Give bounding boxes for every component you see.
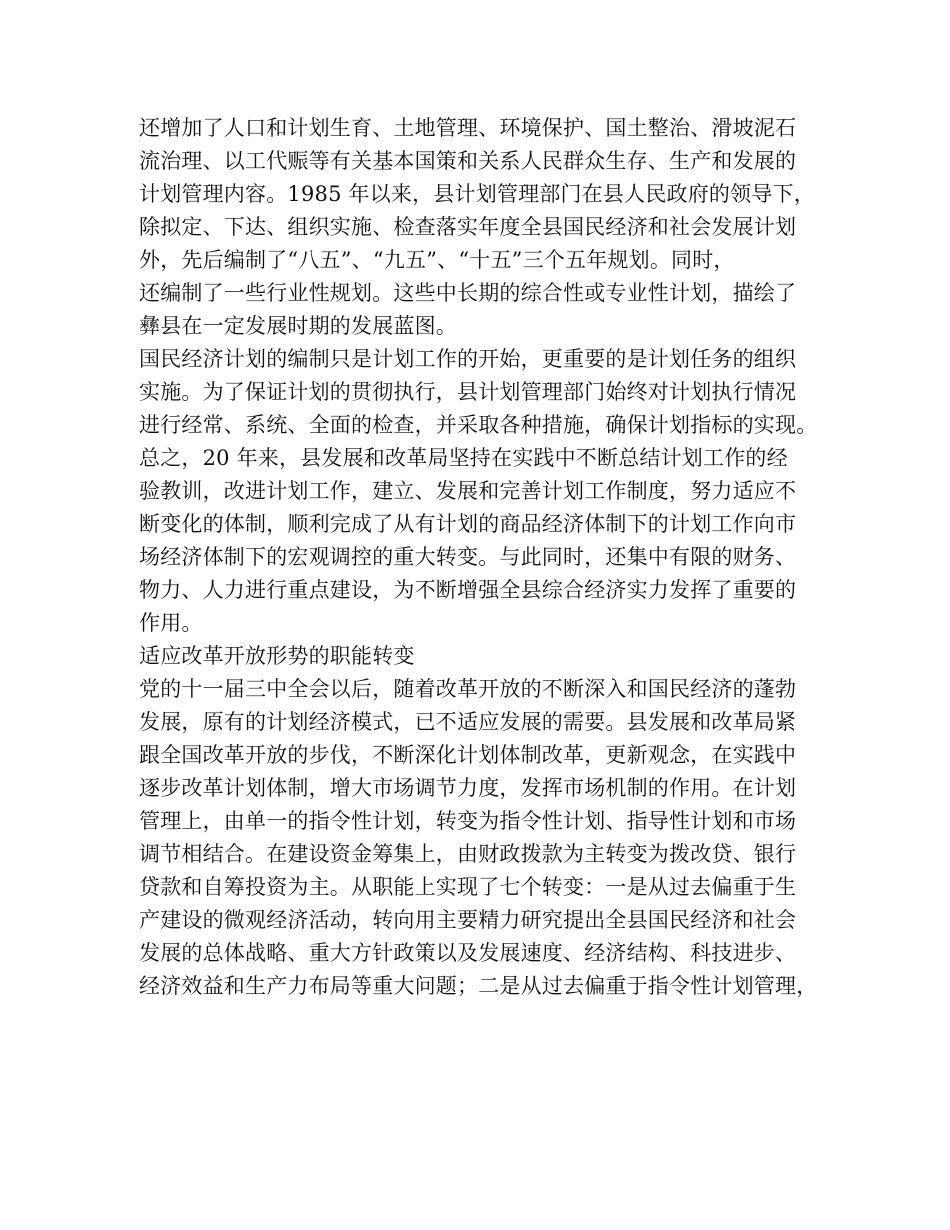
text-line: 党的十一届三中全会以后，随着改革开放的不断深入和国民经济的蓬勃 bbox=[139, 677, 797, 701]
text-line: 流治理、以工代赈等有关基本国策和关系人民群众生存、生产和发展的 bbox=[139, 149, 797, 173]
text-line: 验教训，改进计划工作，建立、发展和完善计划工作制度，努力适应不 bbox=[139, 479, 797, 503]
text-line: 国民经济计划的编制只是计划工作的开始，更重要的是计划任务的组织 bbox=[139, 347, 797, 371]
section-heading: 适应改革开放形势的职能转变 bbox=[139, 644, 415, 668]
text-line: 实施。为了保证计划的贯彻执行，县计划管理部门始终对计划执行情况 bbox=[139, 380, 797, 404]
text-line: 计划管理内容。1985 年以来，县计划管理部门在县人民政府的领导下， bbox=[139, 182, 815, 206]
text-line: 逐步改革计划体制，增大市场调节力度，发挥市场机制的作用。在计划 bbox=[139, 776, 797, 800]
text-line: 进行经常、系统、全面的检查，并采取各种措施，确保计划指标的实现。 bbox=[139, 413, 818, 437]
text-line: 总之，20 年来，县发展和改革局坚持在实践中不断总结计划工作的经 bbox=[139, 446, 788, 470]
text-line: 产建设的微观经济活动，转向用主要精力研究提出全县国民经济和社会 bbox=[139, 908, 797, 932]
text-line: 还增加了人口和计划生育、土地管理、环境保护、国土整治、滑坡泥石 bbox=[139, 116, 797, 140]
text-line: 发展的总体战略、重大方针政策以及发展速度、经济结构、科技进步、 bbox=[139, 941, 797, 965]
text-line: 断变化的体制，顺利完成了从有计划的商品经济体制下的计划工作向市 bbox=[139, 512, 797, 536]
text-line: 经济效益和生产力布局等重大问题；二是从过去偏重于指令性计划管理， bbox=[139, 974, 818, 998]
text-line: 跟全国改革开放的步伐，不断深化计划体制改革，更新观念，在实践中 bbox=[139, 743, 797, 767]
text-line: 场经济体制下的宏观调控的重大转变。与此同时，还集中有限的财务、 bbox=[139, 545, 797, 569]
document-body bbox=[139, 112, 829, 1003]
text-line: 贷款和自筹投资为主。从职能上实现了七个转变：一是从过去偏重于生 bbox=[139, 875, 797, 899]
text-line: 调节相结合。在建设资金筹集上，由财政拨款为主转变为拨改贷、银行 bbox=[139, 842, 797, 866]
text-line: 物力、人力进行重点建设，为不断增强全县综合经济实力发挥了重要的 bbox=[139, 578, 797, 602]
text-line: 管理上，由单一的指令性计划，转变为指令性计划、指导性计划和市场 bbox=[139, 809, 797, 833]
text-line: 作用。 bbox=[139, 611, 203, 635]
text-line: 发展，原有的计划经济模式，已不适应发展的需要。县发展和改革局紧 bbox=[139, 710, 797, 734]
text-line: 除拟定、下达、组织实施、检查落实年度全县国民经济和社会发展计划 bbox=[139, 215, 797, 239]
text-line: 彝县在一定发展时期的发展蓝图。 bbox=[139, 314, 457, 338]
text-line: 外，先后编制了“八五”、“九五”、“十五”三个五年规划。同时， bbox=[139, 248, 735, 272]
text-line: 还编制了一些行业性规划。这些中长期的综合性或专业性计划，描绘了 bbox=[139, 281, 797, 305]
